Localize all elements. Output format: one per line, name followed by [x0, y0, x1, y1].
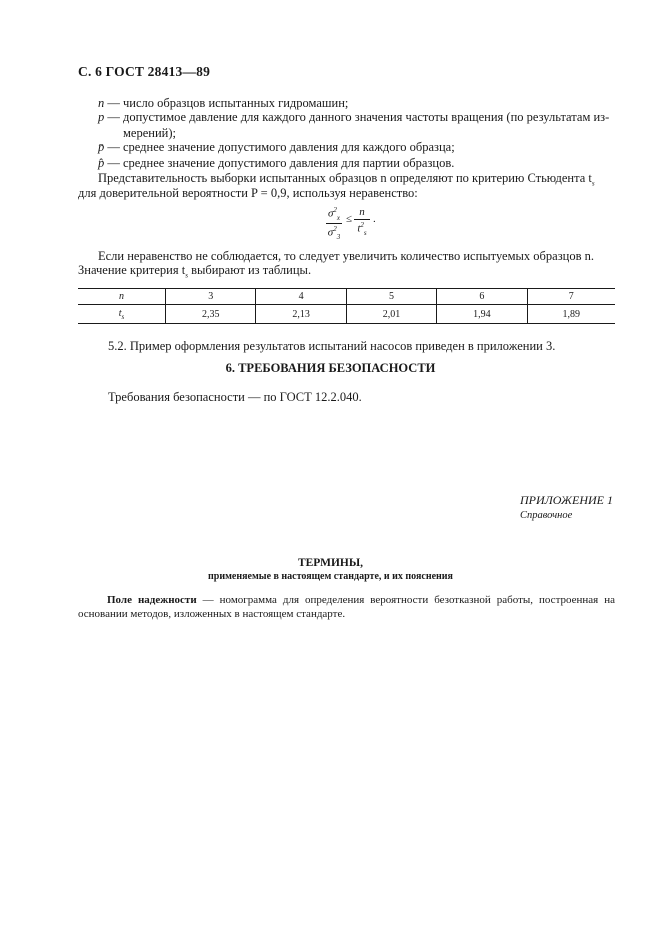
table-cell: 6 [437, 289, 527, 305]
term-definition [78, 593, 615, 621]
subscript: s [591, 179, 595, 188]
table-cell: 1,89 [527, 305, 615, 324]
section-6-text: Требования безопасности — по ГОСТ 12.2.040. [108, 390, 362, 404]
leq-sign: ≤ [346, 213, 353, 225]
appendix-number: ПРИЛОЖЕНИЕ 1 [520, 493, 613, 507]
page-header: С. 6 ГОСТ 28413—89 [78, 64, 211, 79]
inequality-note-line2 [78, 262, 618, 284]
definition-text: — среднее значение допустимого давления для партии образцов. [104, 156, 455, 170]
definition-text: — допустимое давление для каждого данного значения частоты вращения (по результатам из- [104, 110, 610, 124]
table-cell: 4 [256, 289, 346, 305]
rhs-denominator: t [357, 222, 361, 235]
cell-text: t [118, 307, 122, 319]
table-cell: 2,35 [166, 305, 256, 324]
term-name: Поле надежности [107, 594, 197, 606]
symbol: p̂ [98, 156, 105, 170]
representativeness-line2: для доверительной вероятности P = 0,9, используя неравенство: [78, 186, 418, 200]
appendix-type: Справочное [520, 510, 573, 521]
symbol: p̄ [98, 140, 105, 154]
table-cell: 2,01 [346, 305, 436, 324]
inequality-formula: $\frac{\sigma^2_x}{\sigma^2_3}$ ≤ $\frac{n}{t^2_s}$ . [327, 206, 376, 241]
term-explanation: — номограмма для определения вероятности безотказной работы, построенная на основании методов, изложенных в настоящем стандарте. [78, 594, 615, 620]
table-cell: 5 [346, 289, 436, 305]
paragraph-text: выбирают из таблицы. [187, 263, 312, 277]
definition-text: — среднее значение допустимого давления для каждого образца; [104, 140, 455, 154]
symbol: p [98, 110, 105, 124]
table-cell: 2,13 [256, 305, 346, 324]
inequality-note-line1: Если неравенство не соблюдается, то следует увеличить количество испытуемых образцов n. [98, 249, 594, 263]
table-row [78, 305, 615, 324]
symbol: n [98, 96, 105, 110]
subscript: s [121, 312, 125, 321]
item-5-2: 5.2. Пример оформления результатов испытаний насосов приведен в приложении 3. [108, 339, 556, 353]
definition-p [98, 109, 618, 141]
definition-continuation: мерений); [123, 126, 176, 140]
definition-text: — число образцов испытанных гидромашин; [104, 96, 349, 110]
paragraph-text: Представительность выборки испытанных образцов n определяют по критерию Стьюдента t [98, 171, 592, 185]
student-criterion-table [78, 288, 615, 324]
terms-heading [0, 556, 661, 584]
subscript: s [185, 271, 188, 280]
terms-title: ТЕРМИНЫ, [297, 557, 364, 569]
rhs-fraction: $\frac{n}{t^2_s}$ [354, 206, 370, 237]
lhs-denominator: σ [327, 226, 334, 239]
paragraph-text: Значение критерия t [78, 263, 186, 277]
rhs-numerator: n [354, 206, 370, 220]
table-cell [78, 305, 166, 324]
lhs-numerator: σ [327, 207, 334, 220]
table-cell: n [78, 289, 166, 305]
terms-subtitle: применяемые в настоящем стандарте, и их пояснения [208, 571, 453, 582]
definition-p-bar [98, 139, 618, 155]
table-row [78, 289, 615, 305]
appendix-label [520, 493, 613, 523]
table-cell: 1,94 [437, 305, 527, 324]
table-cell: 7 [527, 289, 615, 305]
lhs-fraction: $\frac{\sigma^2_x}{\sigma^2_3}$ [327, 206, 341, 241]
table-cell: 3 [166, 289, 256, 305]
definition-p-hat [98, 155, 618, 171]
section-6-title: 6. ТРЕБОВАНИЯ БЕЗОПАСНОСТИ [225, 361, 436, 375]
